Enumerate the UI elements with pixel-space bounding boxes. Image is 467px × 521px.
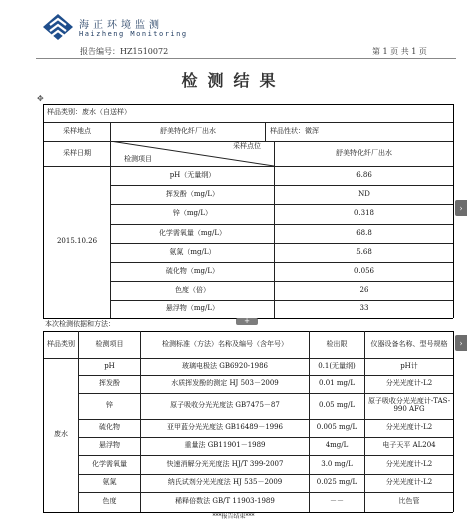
method-basis-label: 本次检测依据和方法： — [45, 320, 115, 329]
method-standard: 快速消解分光光度法 HJ/T 399-2007 — [166, 459, 284, 468]
method-limit: 3.0 mg/L — [321, 459, 353, 468]
method-instrument: 比色管 — [398, 497, 420, 506]
method-limit: 0.1(无量纲) — [318, 361, 356, 370]
result-item: 悬浮物（mg/L） — [165, 304, 220, 313]
result-value: 0.056 — [353, 266, 375, 275]
method-item: 色度 — [102, 497, 117, 506]
method-instrument: 分光光度计-L2 — [385, 423, 433, 432]
method-standard: 重量法 GB11901－1989 — [184, 441, 266, 450]
page-info: 第 1 页 共 1 页 — [372, 47, 427, 56]
side-panel-toggle-icon[interactable]: › — [455, 200, 467, 216]
company-logo — [42, 13, 74, 41]
result-value: 0.318 — [353, 209, 375, 218]
method-item: 悬浮物 — [99, 441, 120, 450]
method-item: 挥发酚 — [99, 379, 120, 388]
result-item: 化学需氧量（mg/L） — [158, 228, 227, 237]
method-item: 化学需氧量 — [92, 459, 127, 468]
method-instrument: 分光光度计-L2 — [385, 478, 433, 487]
method-limit: －－ — [330, 497, 344, 506]
report-number: 报告编号：HZ1510072 — [80, 47, 169, 56]
method-limit: 0.025 mg/L — [316, 478, 358, 487]
method-standard: 水质挥发酚的测定 HJ 503－2009 — [171, 379, 279, 388]
result-item: pH（无量纲） — [169, 170, 216, 179]
site-value: 舒美特化纤厂出水 — [160, 126, 216, 135]
company-name-cn: 海正环境监测 — [79, 20, 163, 31]
method-instrument: 分光光度计-L2 — [385, 459, 433, 468]
method-header: 检测项目 — [95, 339, 124, 348]
result-value: 33 — [359, 304, 369, 313]
method-header: 检测标准（方法）名称及编号（含年号） — [162, 339, 288, 348]
table-move-handle-icon[interactable]: ✥ — [37, 94, 44, 103]
method-instrument: 电子天平 AL204 — [382, 441, 436, 450]
result-item: 硫化物（mg/L） — [165, 266, 220, 275]
result-value: 26 — [359, 285, 369, 294]
diag-bottom-label: 检测项目 — [124, 155, 152, 164]
result-item: 色度（倍） — [175, 285, 210, 294]
method-item: 锌 — [106, 401, 113, 410]
company-name-en: Haizheng Monitoring — [79, 30, 188, 38]
method-limit: 0.005 mg/L — [316, 423, 358, 432]
result-value: 6.86 — [356, 170, 372, 179]
date-label: 采样日期 — [63, 148, 91, 157]
method-header: 样品类别 — [47, 339, 75, 348]
method-standard: 玻璃电极法 GB6920-1986 — [182, 361, 268, 370]
result-value: 5.68 — [356, 247, 372, 256]
result-value: 68.8 — [356, 228, 372, 237]
method-header: 检出限 — [326, 339, 348, 348]
result-value: ND — [358, 189, 370, 198]
header-rule — [36, 58, 456, 59]
result-item: 锌（mg/L） — [172, 209, 213, 218]
method-limit: 4mg/L — [325, 441, 349, 450]
method-limit: 0.05 mg/L — [319, 401, 355, 410]
method-standard: 纳氏试剂分光光度法 HJ 535－2009 — [167, 478, 283, 487]
point-value: 舒美特化纤厂出水 — [336, 148, 392, 157]
diag-top-label: 采样点位 — [233, 142, 261, 151]
add-row-button[interactable]: + — [236, 318, 258, 325]
side-panel-toggle-icon-lower[interactable]: › — [455, 335, 467, 351]
method-standard: 稀释倍数法 GB/T 11903-1989 — [175, 497, 275, 506]
method-item: 硫化物 — [99, 423, 120, 432]
site-label: 采样地点 — [63, 126, 91, 135]
method-item: pH — [104, 361, 115, 370]
report-end-marker: ***报告结束*** — [212, 512, 255, 520]
method-instrument: pH计 — [400, 361, 418, 370]
date-value: 2015.10.26 — [56, 237, 98, 246]
method-instrument: 原子吸收分光光度计-TAS-990 AFG — [367, 397, 451, 413]
sample-type: 样品类别：废水（自送样） — [47, 108, 131, 117]
method-standard: 亚甲蓝分光光度法 GB16489－1996 — [166, 423, 284, 432]
result-item: 氨氮（mg/L） — [169, 247, 216, 256]
method-standard: 原子吸收分光光度法 GB7475－87 — [170, 401, 280, 410]
method-limit: 0.01 mg/L — [319, 379, 355, 388]
sample-nature: 样品性状：微浑 — [270, 126, 319, 135]
method-header: 仪器设备名称、型号规格 — [370, 339, 448, 348]
method-item: 氨氮 — [102, 478, 117, 487]
method-category: 废水 — [54, 430, 68, 439]
page-title: 检测结果 — [181, 71, 286, 90]
result-item: 挥发酚（mg/L） — [165, 189, 220, 198]
method-instrument: 分光光度计-L2 — [385, 379, 433, 388]
